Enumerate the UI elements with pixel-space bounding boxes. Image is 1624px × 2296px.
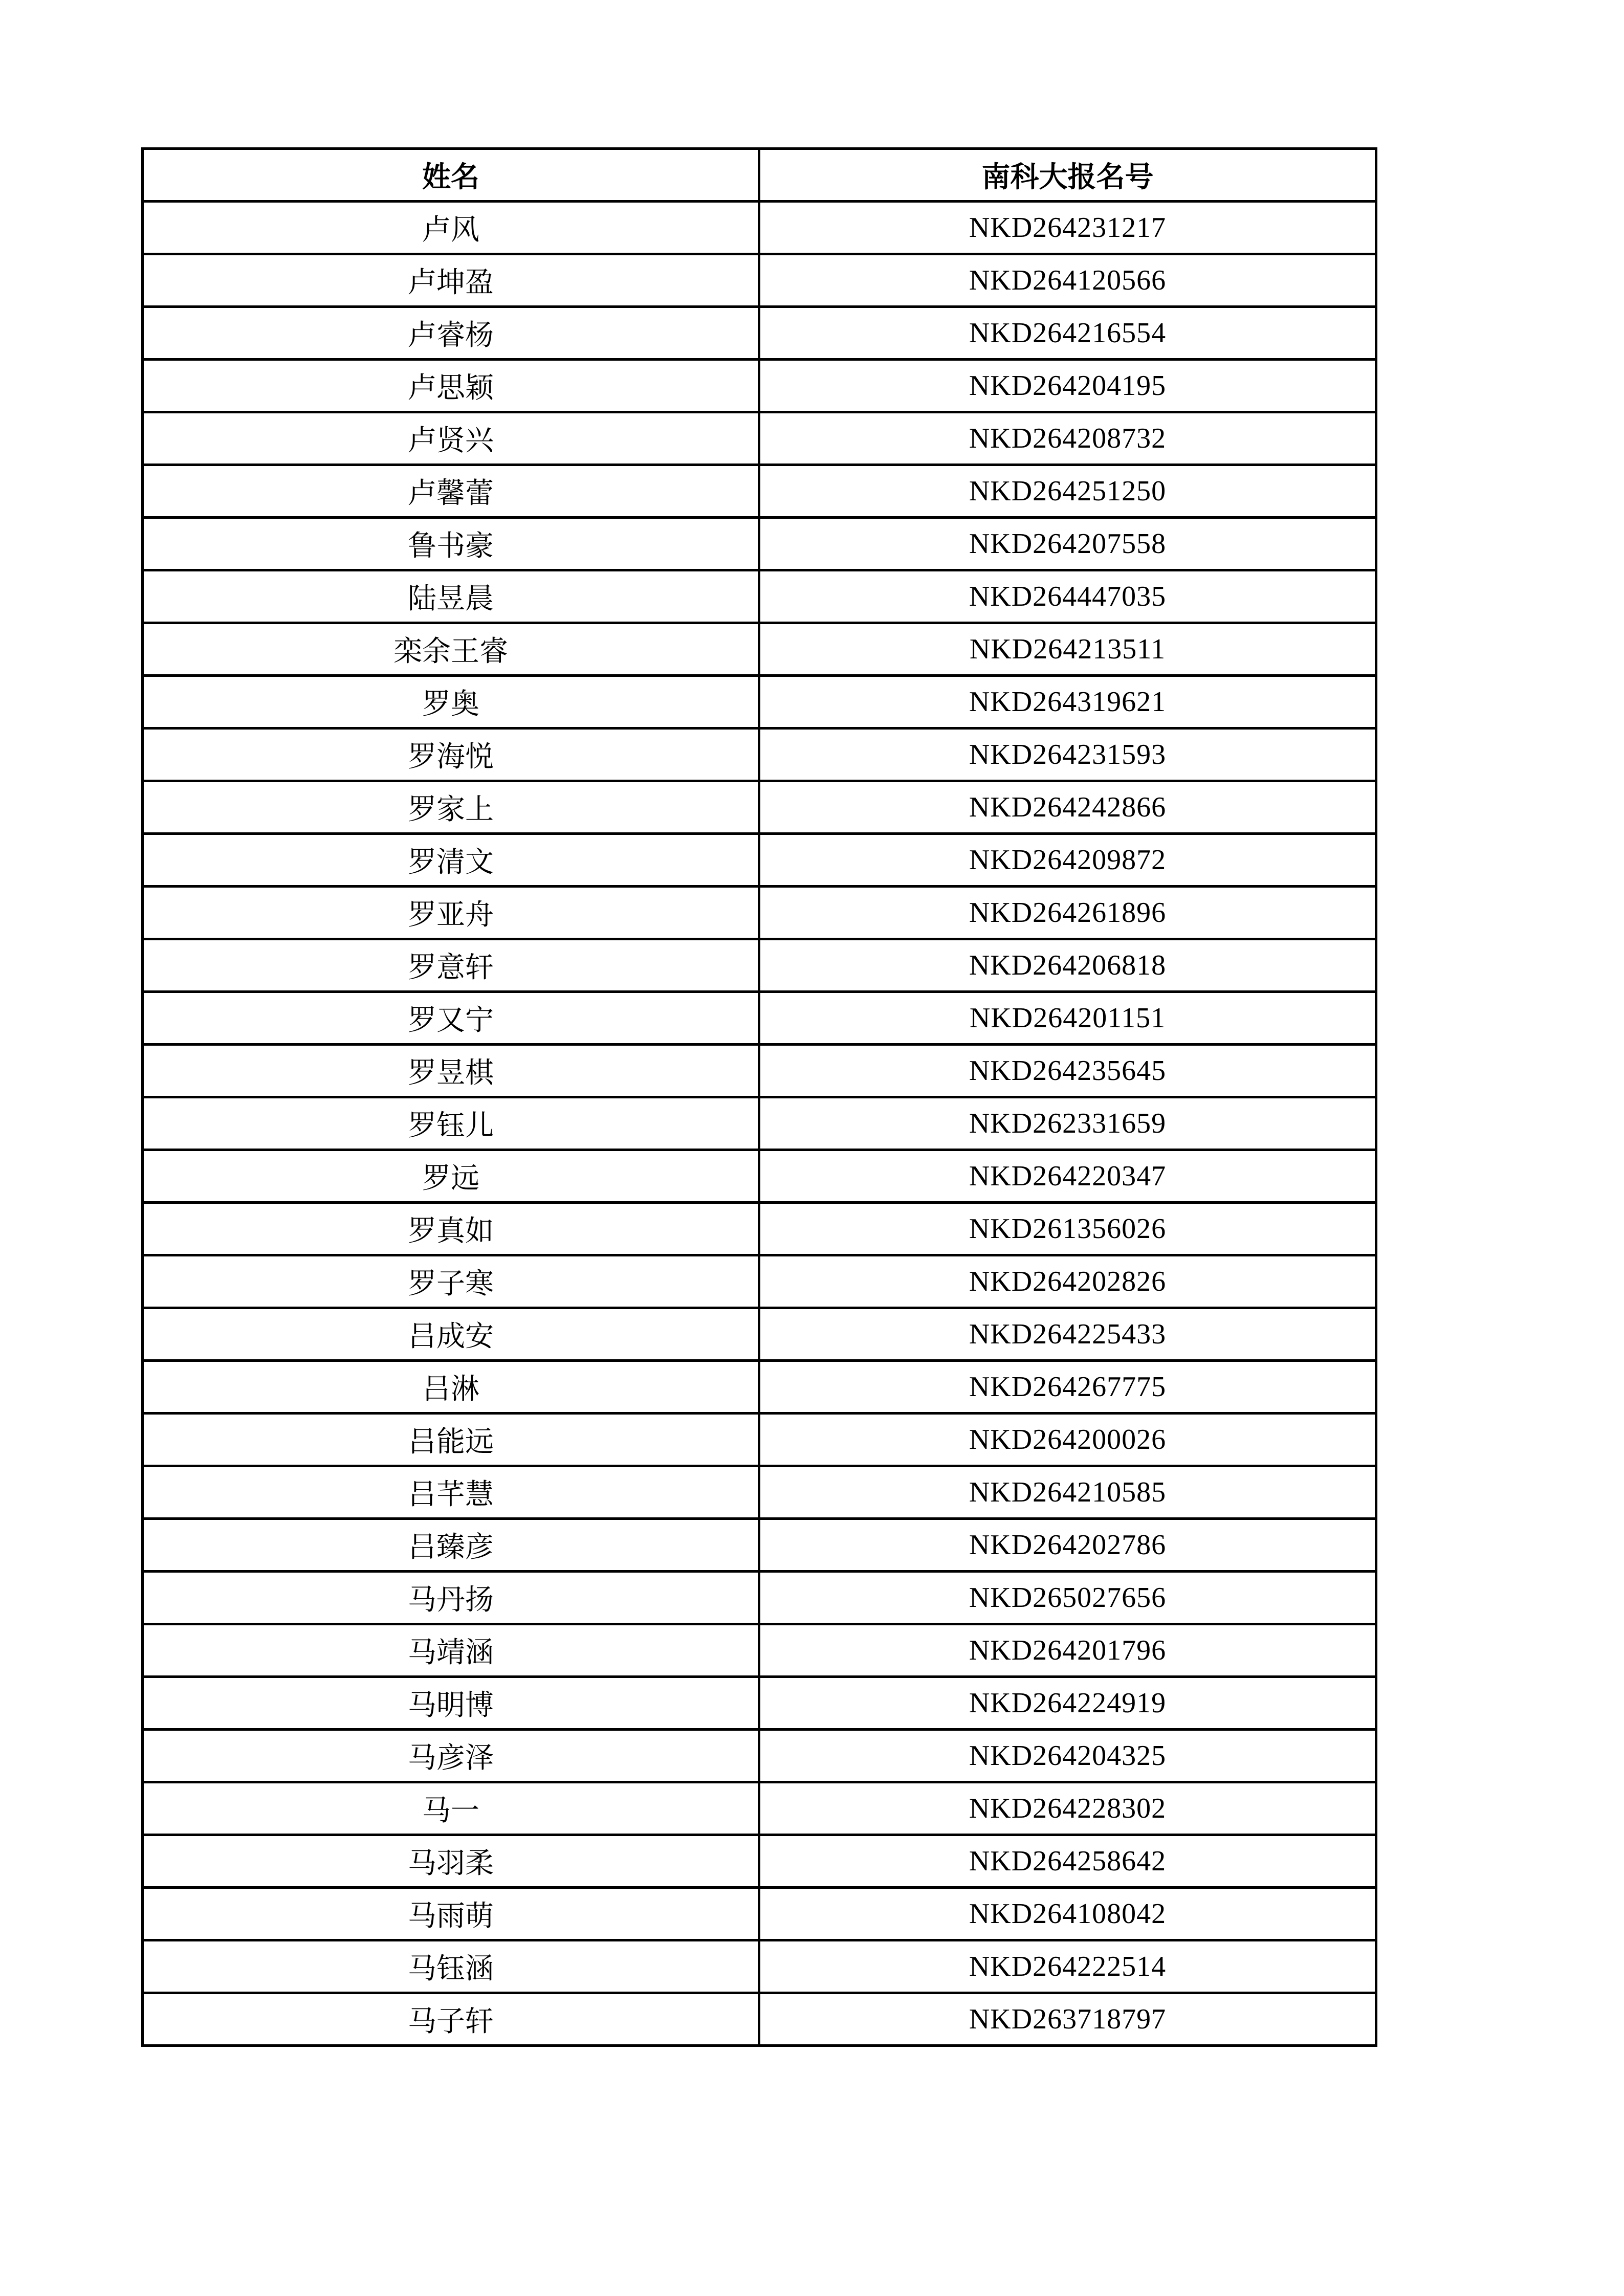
registration-number-cell: NKD261356026 <box>759 1203 1376 1255</box>
registration-number-cell: NKD264201151 <box>759 992 1376 1045</box>
student-name-cell: 罗奥 <box>143 676 759 728</box>
student-name-cell: 罗远 <box>143 1150 759 1203</box>
registration-number-cell: NKD264220347 <box>759 1150 1376 1203</box>
student-name-cell: 卢风 <box>143 202 759 254</box>
student-name-cell: 陆昱晨 <box>143 570 759 623</box>
table-row <box>143 1203 1376 1255</box>
student-name-cell: 栾余王睿 <box>143 623 759 676</box>
student-name-cell: 吕淋 <box>143 1361 759 1414</box>
registration-number-cell: NKD264251250 <box>759 465 1376 518</box>
student-name-cell: 罗钰儿 <box>143 1097 759 1150</box>
table-row <box>143 1624 1376 1677</box>
table-row <box>143 1572 1376 1624</box>
registration-number-cell: NKD264224919 <box>759 1677 1376 1730</box>
registration-number-cell: NKD262331659 <box>759 1097 1376 1150</box>
student-name-cell: 罗亚舟 <box>143 887 759 939</box>
table-row <box>143 1993 1376 2046</box>
registration-table <box>141 147 1377 2047</box>
student-name-cell: 卢贤兴 <box>143 412 759 465</box>
table-row <box>143 1888 1376 1940</box>
table-row <box>143 412 1376 465</box>
registration-number-cell: NKD264267775 <box>759 1361 1376 1414</box>
student-name-cell: 罗子寒 <box>143 1255 759 1308</box>
registration-number-cell: NKD264108042 <box>759 1888 1376 1940</box>
registration-number-cell: NKD264319621 <box>759 676 1376 728</box>
table-row <box>143 1730 1376 1782</box>
table-row <box>143 570 1376 623</box>
table-row <box>143 1150 1376 1203</box>
table-row <box>143 1519 1376 1572</box>
registration-number-cell: NKD264209872 <box>759 834 1376 887</box>
table-row <box>143 1835 1376 1888</box>
student-name-cell: 罗家上 <box>143 781 759 834</box>
table-row <box>143 1308 1376 1361</box>
table-row <box>143 992 1376 1045</box>
student-name-cell: 卢馨蕾 <box>143 465 759 518</box>
registration-number-cell: NKD264200026 <box>759 1414 1376 1466</box>
table-row <box>143 781 1376 834</box>
student-name-cell: 马明博 <box>143 1677 759 1730</box>
registration-number-cell: NKD264208732 <box>759 412 1376 465</box>
table-row <box>143 1466 1376 1519</box>
student-name-cell: 马靖涵 <box>143 1624 759 1677</box>
header-name: 姓名 <box>143 149 759 202</box>
registration-number-cell: NKD264201796 <box>759 1624 1376 1677</box>
registration-number-cell: NKD264225433 <box>759 1308 1376 1361</box>
header-row <box>143 149 1376 202</box>
table-row <box>143 1361 1376 1414</box>
registration-number-cell: NKD264204325 <box>759 1730 1376 1782</box>
table-row <box>143 939 1376 992</box>
table-row <box>143 465 1376 518</box>
registration-number-cell: NKD264210585 <box>759 1466 1376 1519</box>
header-registration-number: 南科大报名号 <box>759 149 1376 202</box>
registration-number-cell: NKD264447035 <box>759 570 1376 623</box>
table-row <box>143 1414 1376 1466</box>
registration-number-cell: NKD264204195 <box>759 360 1376 412</box>
registration-number-cell: NKD264231593 <box>759 728 1376 781</box>
table-row <box>143 728 1376 781</box>
registration-number-cell: NKD265027656 <box>759 1572 1376 1624</box>
student-name-cell: 罗海悦 <box>143 728 759 781</box>
table-row <box>143 1097 1376 1150</box>
table-row <box>143 1255 1376 1308</box>
table-row <box>143 834 1376 887</box>
student-name-cell: 卢睿杨 <box>143 307 759 360</box>
student-name-cell: 卢思颖 <box>143 360 759 412</box>
student-name-cell: 罗又宁 <box>143 992 759 1045</box>
registration-number-cell: NKD264213511 <box>759 623 1376 676</box>
table-row <box>143 623 1376 676</box>
registration-number-cell: NKD264206818 <box>759 939 1376 992</box>
registration-number-cell: NKD264216554 <box>759 307 1376 360</box>
registration-number-cell: NKD264242866 <box>759 781 1376 834</box>
student-name-cell: 马彦泽 <box>143 1730 759 1782</box>
registration-number-cell: NKD264222514 <box>759 1940 1376 1993</box>
student-name-cell: 罗清文 <box>143 834 759 887</box>
student-name-cell: 吕芊慧 <box>143 1466 759 1519</box>
table-body <box>143 202 1376 2046</box>
student-name-cell: 马子轩 <box>143 1993 759 2046</box>
student-name-cell: 卢坤盈 <box>143 254 759 307</box>
table-row <box>143 1782 1376 1835</box>
student-name-cell: 马羽柔 <box>143 1835 759 1888</box>
registration-number-cell: NKD264258642 <box>759 1835 1376 1888</box>
table-row <box>143 360 1376 412</box>
registration-number-cell: NKD264228302 <box>759 1782 1376 1835</box>
student-name-cell: 马雨萌 <box>143 1888 759 1940</box>
student-name-cell: 马一 <box>143 1782 759 1835</box>
table-row <box>143 1940 1376 1993</box>
table-row <box>143 1677 1376 1730</box>
registration-number-cell: NKD264207558 <box>759 518 1376 570</box>
student-name-cell: 吕能远 <box>143 1414 759 1466</box>
student-name-cell: 鲁书豪 <box>143 518 759 570</box>
registration-number-cell: NKD264202786 <box>759 1519 1376 1572</box>
table-row <box>143 676 1376 728</box>
registration-number-cell: NKD264231217 <box>759 202 1376 254</box>
student-name-cell: 马钰涵 <box>143 1940 759 1993</box>
registration-number-cell: NKD264202826 <box>759 1255 1376 1308</box>
student-name-cell: 马丹扬 <box>143 1572 759 1624</box>
table-row <box>143 1045 1376 1097</box>
registration-number-cell: NKD264235645 <box>759 1045 1376 1097</box>
student-name-cell: 吕成安 <box>143 1308 759 1361</box>
table-row <box>143 254 1376 307</box>
table-row <box>143 887 1376 939</box>
registration-number-cell: NKD264120566 <box>759 254 1376 307</box>
table-row <box>143 202 1376 254</box>
student-name-cell: 罗真如 <box>143 1203 759 1255</box>
student-name-cell: 吕臻彦 <box>143 1519 759 1572</box>
student-name-cell: 罗昱棋 <box>143 1045 759 1097</box>
student-name-cell: 罗意轩 <box>143 939 759 992</box>
table-row <box>143 307 1376 360</box>
registration-number-cell: NKD264261896 <box>759 887 1376 939</box>
table-row <box>143 518 1376 570</box>
registration-number-cell: NKD263718797 <box>759 1993 1376 2046</box>
